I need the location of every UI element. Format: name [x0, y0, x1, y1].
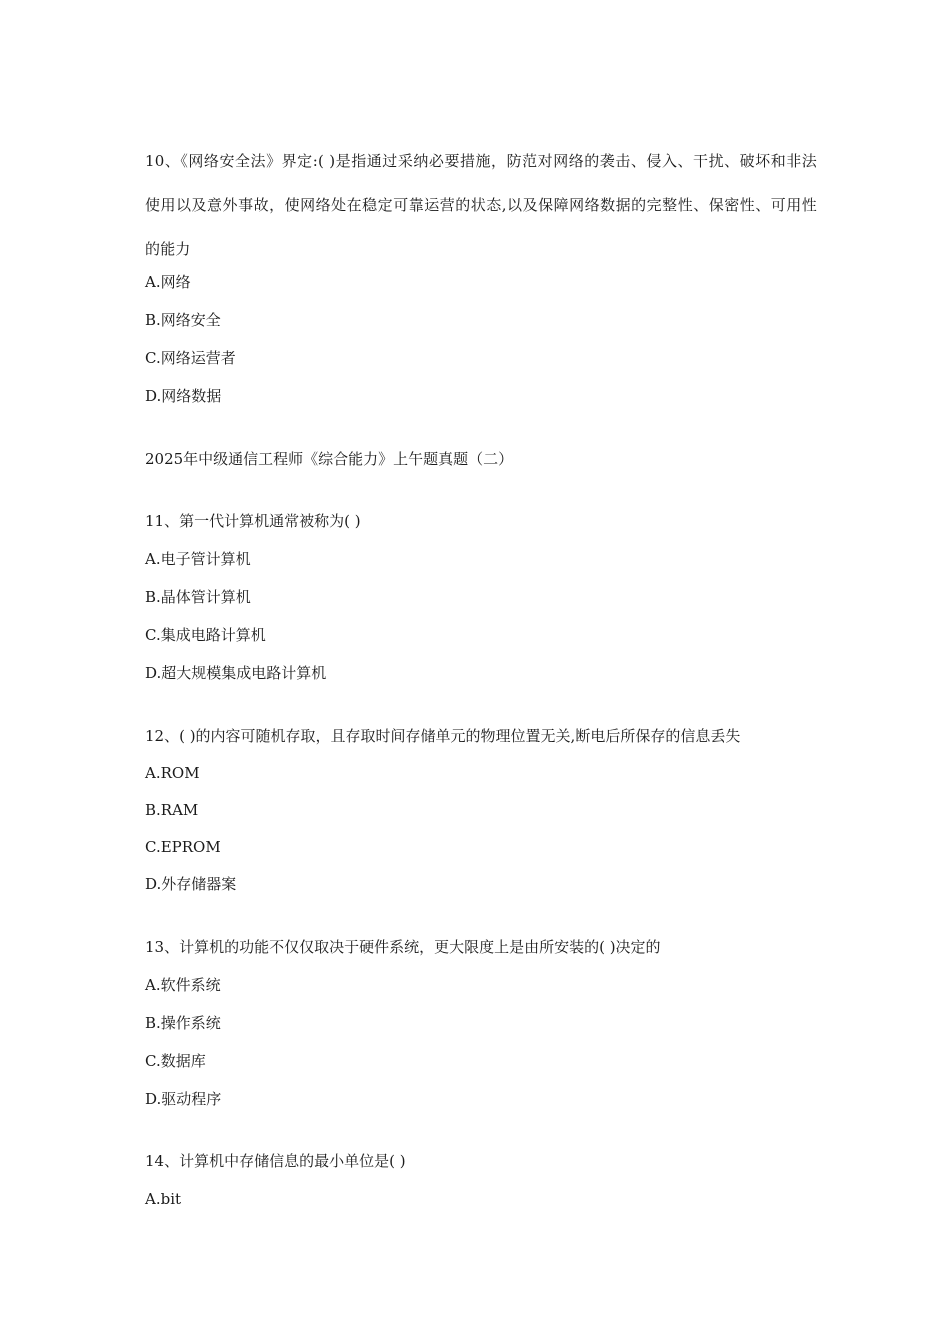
question-12-option-d: D.外存储器案 [145, 875, 237, 893]
question-13-option-a: A.软件系统 [145, 976, 221, 994]
question-10-stem: 10、《网络安全法》界定:( )是指通过采纳必要措施，防范对网络的袭击、侵入、干扰、破坏和非法使用以及意外事故，使网络处在稳定可靠运营的状态,以及保障网络数据的完整性、保密性、可用性的能力 [145, 152, 817, 258]
section-title: 2025年中级通信工程师《综合能力》上午题真题（二） [145, 450, 514, 468]
question-10-option-d: D.网络数据 [145, 387, 222, 405]
question-12-option-a: A.ROM [145, 764, 200, 782]
question-11-option-c: C.集成电路计算机 [145, 626, 266, 644]
question-13-stem: 13、计算机的功能不仅仅取决于硬件系统，更大限度上是由所安装的( )决定的 [145, 938, 661, 956]
question-12-stem: 12、( )的内容可随机存取，且存取时间存储单元的物理位置无关,断电后所保存的信息丢失 [145, 727, 741, 745]
question-11-stem: 11、第一代计算机通常被称为( ) [145, 512, 361, 530]
question-10-option-a: A.网络 [145, 273, 191, 291]
question-10-option-b: B.网络安全 [145, 311, 221, 329]
question-13-option-d: D.驱动程序 [145, 1090, 222, 1108]
question-14-option-a: A.bit [145, 1190, 182, 1208]
question-12-option-c: C.EPROM [145, 838, 221, 856]
question-11-option-a: A.电子管计算机 [145, 550, 251, 568]
question-13-option-b: B.操作系统 [145, 1014, 221, 1032]
question-11-option-b: B.晶体管计算机 [145, 588, 251, 606]
question-13-option-c: C.数据库 [145, 1052, 206, 1070]
question-12-option-b: B.RAM [145, 801, 199, 819]
question-11-option-d: D.超大规模集成电路计算机 [145, 664, 327, 682]
question-14-stem: 14、计算机中存储信息的最小单位是( ) [145, 1152, 406, 1170]
question-10-option-c: C.网络运营者 [145, 349, 236, 367]
